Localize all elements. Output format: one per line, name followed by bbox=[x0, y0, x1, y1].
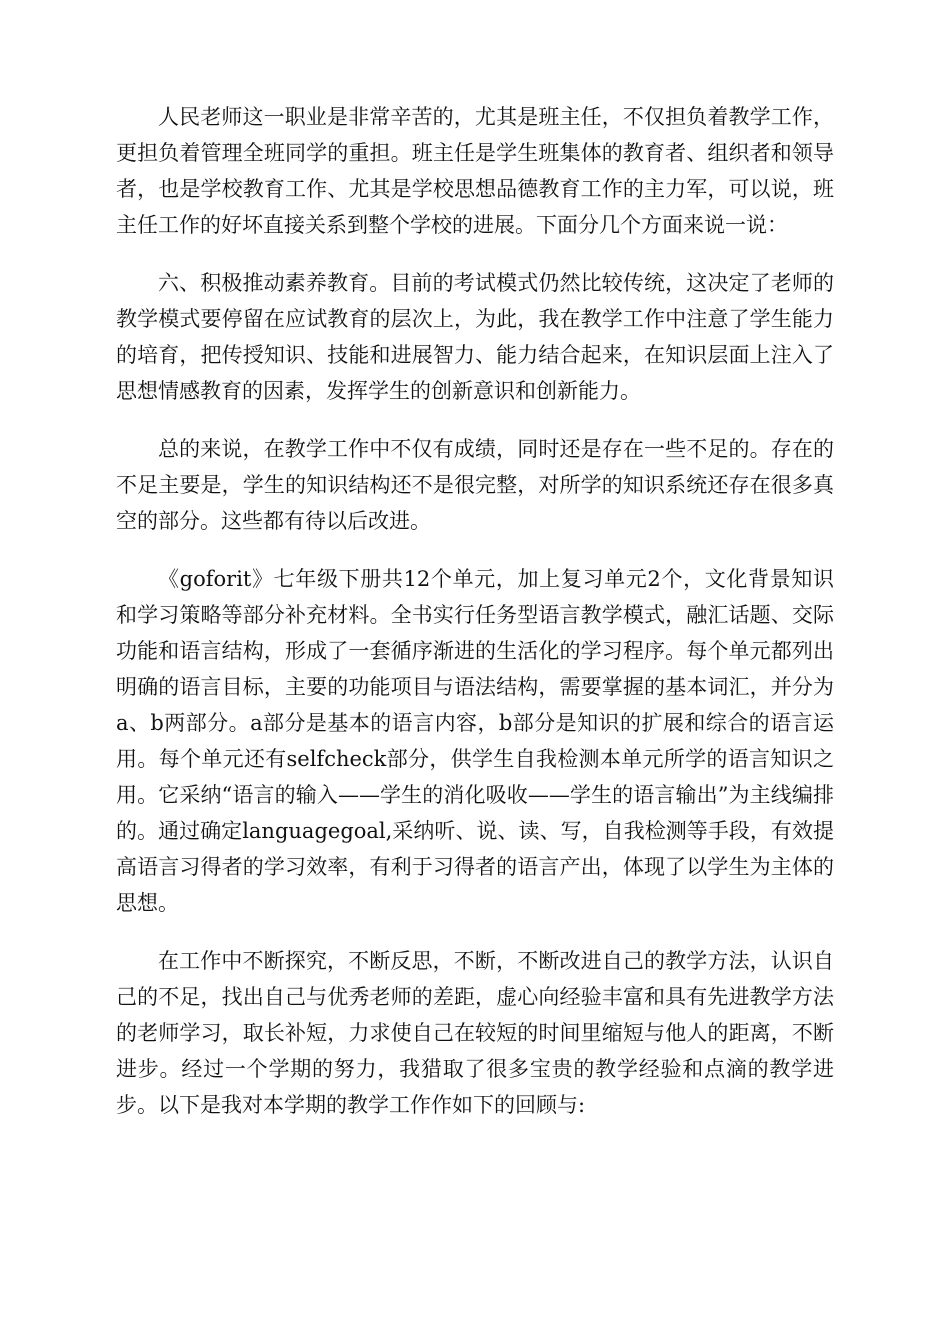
document-page bbox=[116, 99, 834, 1145]
paragraph-1: 人民老师这一职业是非常辛苦的，尤其是班主任，不仅担负着教学工作，更担负着管理全班同学的重担。班主任是学生班集体的教育者、组织者和领导者，也是学校教育工作、尤其是学校思想品德教育工作的主力军，可以说，班主任工作的好坏直接关系到整个学校的进展。下面分几个方面来说一说： bbox=[116, 105, 834, 237]
paragraph-4: 《goforit》七年级下册共12个单元，加上复习单元2个，文化背景知识和学习策略等部分补充材料。全书实行任务型语言教学模式，融汇话题、交际功能和语言结构，形成了一套循序渐进的生活化的学习程序。每个单元都列出明确的语言目标，主要的功能项目与语法结构，需要掌握的基本词汇，并分为a、b两部分。a部分是基本的语言内容，b部分是知识的扩展和综合的语言运用。每个单元还有selfcheck部分，供学生自我检测本单元所学的语言知识之用。它采纳“语言的输入——学生的消化吸收——学生的语言输出”为主线编排的。通过确定languagegoal,采纳听、说、读、写，自我检测等手段，有效提高语言习得者的学习效率，有利于习得者的语言产出，体现了以学生为主体的思想。 bbox=[116, 567, 834, 915]
paragraph-3: 总的来说，在教学工作中不仅有成绩，同时还是存在一些不足的。存在的不足主要是，学生的知识结构还不是很完整，对所学的知识系统还存在很多真空的部分。这些都有待以后改进。 bbox=[116, 437, 834, 533]
paragraph-5: 在工作中不断探究，不断反思，不断，不断改进自己的教学方法，认识自己的不足，找出自己与优秀老师的差距，虚心向经验丰富和具有先进教学方法的老师学习，取长补短，力求使自己在较短的时间里缩短与他人的距离，不断进步。经过一个学期的努力，我猎取了很多宝贵的教学经验和点滴的教学进步。以下是我对本学期的教学工作作如下的回顾与: bbox=[116, 949, 834, 1117]
paragraph-2: 六、积极推动素养教育。目前的考试模式仍然比较传统，这决定了老师的教学模式要停留在应试教育的层次上，为此，我在教学工作中注意了学生能力的培育，把传授知识、技能和进展智力、能力结合起来，在知识层面上注入了思想情感教育的因素，发挥学生的创新意识和创新能力。 bbox=[116, 271, 834, 403]
